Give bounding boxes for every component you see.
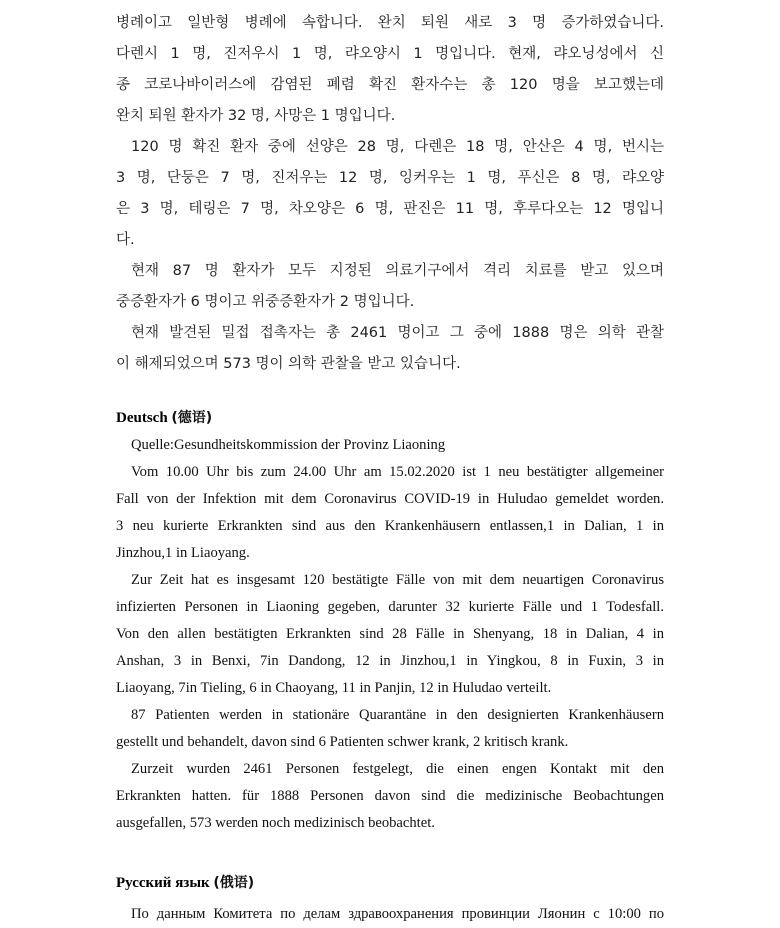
german-heading-cjk: (德语) xyxy=(171,410,213,426)
russian-line: По данным Комитета по делам здравоохранения провинции Ляонин с 10:00 по xyxy=(131,906,664,922)
german-line: 87 Patienten werden in stationäre Quarantäne in den designierten Krankenhäusern xyxy=(131,707,664,723)
german-line: 3 neu kurierte Erkrankten sind aus den Krankenhäusern entlassen,1 in Dalian, 1 in xyxy=(116,518,664,534)
korean-line: 이 해제되었으며 573 명이 의학 관찰을 받고 있습니다. xyxy=(116,356,461,372)
korean-line: 다. xyxy=(116,232,135,248)
german-line: Anshan, 3 in Benxi, 7in Dandong, 12 in Jinzhou,1 in Yingkou, 8 in Fuxin, 3 in xyxy=(116,653,664,669)
german-line: gestellt und behandelt, davon sind 6 Patienten schwer krank, 2 kritisch krank. xyxy=(116,734,569,750)
russian-heading-text: Русский язык xyxy=(116,875,210,891)
korean-line: 중증환자가 6 명이고 위중증환자가 2 명입니다. xyxy=(116,294,415,310)
german-section xyxy=(116,405,664,837)
german-line: Erkrankten hatten. für 1888 Personen davon sind die medizinische Beobachtungen xyxy=(116,788,664,804)
german-line: Jinzhou,1 in Liaoyang. xyxy=(116,545,250,561)
korean-line: 현재 발견된 밀접 접촉자는 총 2461 명이고 그 중에 1888 명은 의학 관찰 xyxy=(131,325,664,341)
german-line: ausgefallen, 573 werden noch medizinisch beobachtet. xyxy=(116,815,435,831)
german-line: Zurzeit wurden 2461 Personen festgelegt, die einen engen Kontakt mit den xyxy=(131,761,664,777)
russian-section xyxy=(116,870,664,928)
german-line: Fall von der Infektion mit dem Coronavirus COVID-19 in Huludao gemeldet worden. xyxy=(116,491,664,507)
german-line: Zur Zeit hat es insgesamt 120 bestätigte Fälle von mit dem neuartigen Coronavirus xyxy=(131,572,664,588)
german-line: Liaoyang, 7in Tieling, 6 in Chaoyang, 11 in Panjin, 12 in Huludao verteilt. xyxy=(116,680,552,696)
russian-heading-cjk: (俄语) xyxy=(213,875,255,891)
korean-line: 120 명 확진 환자 중에 선양은 28 명, 다렌은 18 명, 안산은 4 명, 번시는 xyxy=(131,139,664,155)
german-heading xyxy=(116,405,664,432)
korean-line: 현재 87 명 환자가 모두 지정된 의료기구에서 격리 치료를 받고 있으며 xyxy=(131,263,664,279)
korean-line: 3 명, 단둥은 7 명, 진저우는 12 명, 잉커우는 1 명, 푸신은 8 명, 랴오양 xyxy=(116,170,664,186)
german-line: infizierten Personen in Liaoning gegeben, darunter 32 kurierte Fälle und 1 Todesfall. xyxy=(116,599,664,615)
korean-line: 병례이고 일반형 병례에 속합니다. 완치 퇴원 새로 3 명 증가하였습니다. xyxy=(116,15,664,31)
german-heading-text: Deutsch xyxy=(116,410,168,426)
korean-line: 은 3 명, 테링은 7 명, 차오양은 6 명, 판진은 11 명, 후루다오는 12 명입니 xyxy=(116,201,664,217)
korean-section xyxy=(116,8,664,380)
german-line: Von den allen bestätigten Erkrankten sind 28 Fälle in Shenyang, 18 in Dalian, 4 in xyxy=(116,626,664,642)
russian-heading xyxy=(116,870,664,897)
german-line: Vom 10.00 Uhr bis zum 24.00 Uhr am 15.02.2020 ist 1 neu bestätigter allgemeiner xyxy=(131,464,664,480)
korean-line: 완치 퇴원 환자가 32 명, 사망은 1 명입니다. xyxy=(116,108,396,124)
korean-line: 종 코로나바이러스에 감염된 폐렴 확진 환자수는 총 120 명을 보고했는데 xyxy=(116,77,664,93)
german-line: Quelle:Gesundheitskommission der Provinz Liaoning xyxy=(131,437,446,453)
korean-line: 다렌시 1 명, 진저우시 1 명, 랴오양시 1 명입니다. 현재, 랴오닝성에서 신 xyxy=(116,46,664,62)
